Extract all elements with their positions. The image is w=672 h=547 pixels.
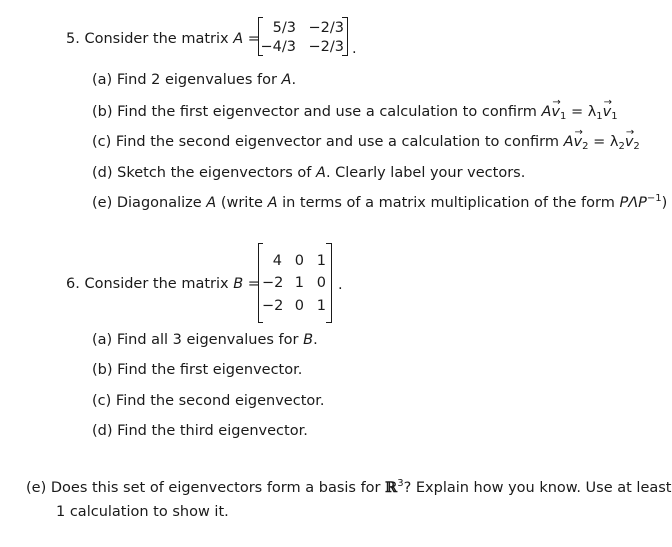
q6-matrix-cell: −2 (262, 298, 284, 314)
part-text: Find the second eigenvector and use a calculation to confirm (115, 134, 559, 150)
q6-equals: = (247, 276, 260, 292)
part-symbol: A (316, 165, 326, 181)
q5-stem (66, 30, 260, 48)
q6-part-d (92, 422, 308, 440)
inverse-exponent: −1 (646, 193, 662, 204)
part-end: . (291, 72, 297, 88)
q6-part-a (92, 331, 318, 349)
q6-matrix-end: . (338, 277, 343, 293)
part-text: (write (220, 195, 263, 211)
part-symbol: B (303, 332, 314, 348)
part-label: (a) (92, 72, 113, 88)
part-text: ? Explain how you know. Use at least (403, 480, 672, 496)
q6-stem (66, 275, 260, 293)
part-symbol: A (206, 195, 217, 211)
q5-part-e (92, 194, 667, 214)
part-label: (b) (92, 104, 113, 120)
q6-matrix-cell: 0 (294, 298, 304, 314)
q5-matrix-cell: 5/3 (272, 20, 296, 36)
part-text: Find the second eigenvector. (115, 393, 325, 409)
part-label: (a) (92, 332, 113, 348)
real-space-symbol: ℝ (385, 479, 398, 496)
part-label: (d) (92, 423, 113, 439)
q5-equals: = (247, 31, 260, 47)
q5-intro: Consider the matrix (84, 31, 229, 47)
q5-matrix-cell: −2/3 (308, 20, 344, 36)
q6-matrix-cell: 1 (294, 275, 304, 291)
q6-matrix-cell: −2 (262, 275, 284, 291)
equation-equals-lambda: = λ (566, 104, 597, 120)
q6-part-e (26, 479, 672, 499)
q5-matrix-name: A (233, 31, 244, 47)
part-symbol: A (563, 134, 574, 150)
equation-equals-lambda: = λ (588, 134, 619, 150)
q6-matrix-cell: 0 (316, 275, 326, 291)
q6-matrix-cell: 1 (316, 253, 326, 269)
q5-matrix-end: . (352, 41, 357, 57)
part-text: 1 calculation to show it. (56, 504, 229, 520)
lambda-subscript: 1 (596, 111, 603, 122)
q6-part-b (92, 361, 302, 379)
q6-matrix-cell: 1 (316, 298, 326, 314)
part-label: (c) (92, 134, 112, 150)
q6-matrix-name: B (233, 276, 244, 292)
part-symbol: A (541, 104, 552, 120)
part-text: Find the first eigenvector. (117, 362, 303, 378)
vector-v: → v (551, 103, 560, 121)
q5-part-d (92, 164, 525, 182)
q6-matrix-cell: 4 (272, 253, 282, 269)
q5-matrix-cell: −4/3 (260, 39, 296, 55)
part-symbol: A (267, 195, 278, 211)
q5-part-b (92, 103, 618, 123)
part-symbol: A (281, 72, 292, 88)
q5-number: 5. (66, 31, 80, 47)
vector-subscript: 2 (582, 141, 589, 152)
part-text: Find the third eigenvector. (117, 423, 308, 439)
vector-v: → v (603, 103, 612, 121)
part-text: Diagonalize (116, 195, 202, 211)
q6-matrix-cell: 0 (294, 253, 304, 269)
q5-part-c (92, 133, 640, 153)
vector-subscript: 1 (559, 111, 567, 122)
q5-matrix-cell: −2/3 (308, 39, 344, 55)
q6-part-c (92, 392, 325, 410)
vector-v: → v (625, 133, 634, 151)
part-label: (e) (92, 195, 113, 211)
q5-part-a (92, 71, 296, 89)
diagonal-form: PΛP (619, 195, 647, 211)
q6-part-e-continued (56, 503, 229, 521)
part-text: Find 2 eigenvalues for (116, 72, 277, 88)
lambda-subscript: 2 (618, 141, 625, 152)
part-label: (d) (92, 165, 113, 181)
part-label: (c) (92, 393, 112, 409)
part-text: Sketch the eigenvectors of (117, 165, 312, 181)
part-text: Does this set of eigenvectors form a basis for (50, 480, 381, 496)
vector-subscript: 2 (633, 141, 640, 152)
q6-number: 6. (66, 276, 80, 292)
space-exponent: 3 (397, 478, 404, 489)
part-label: (e) (26, 480, 47, 496)
part-end: . (313, 332, 318, 348)
part-text: in terms of a matrix multiplication of the form (282, 195, 615, 211)
part-label: (b) (92, 362, 113, 378)
part-text-end: . Clearly label your vectors. (325, 165, 526, 181)
part-text: Find the first eigenvector and use a calculation to confirm (117, 104, 537, 120)
vector-v: → v (574, 133, 583, 151)
q6-intro: Consider the matrix (84, 276, 229, 292)
part-text: Find all 3 eigenvalues for (116, 332, 299, 348)
part-end: ) (661, 195, 668, 211)
vector-subscript: 1 (611, 111, 618, 122)
